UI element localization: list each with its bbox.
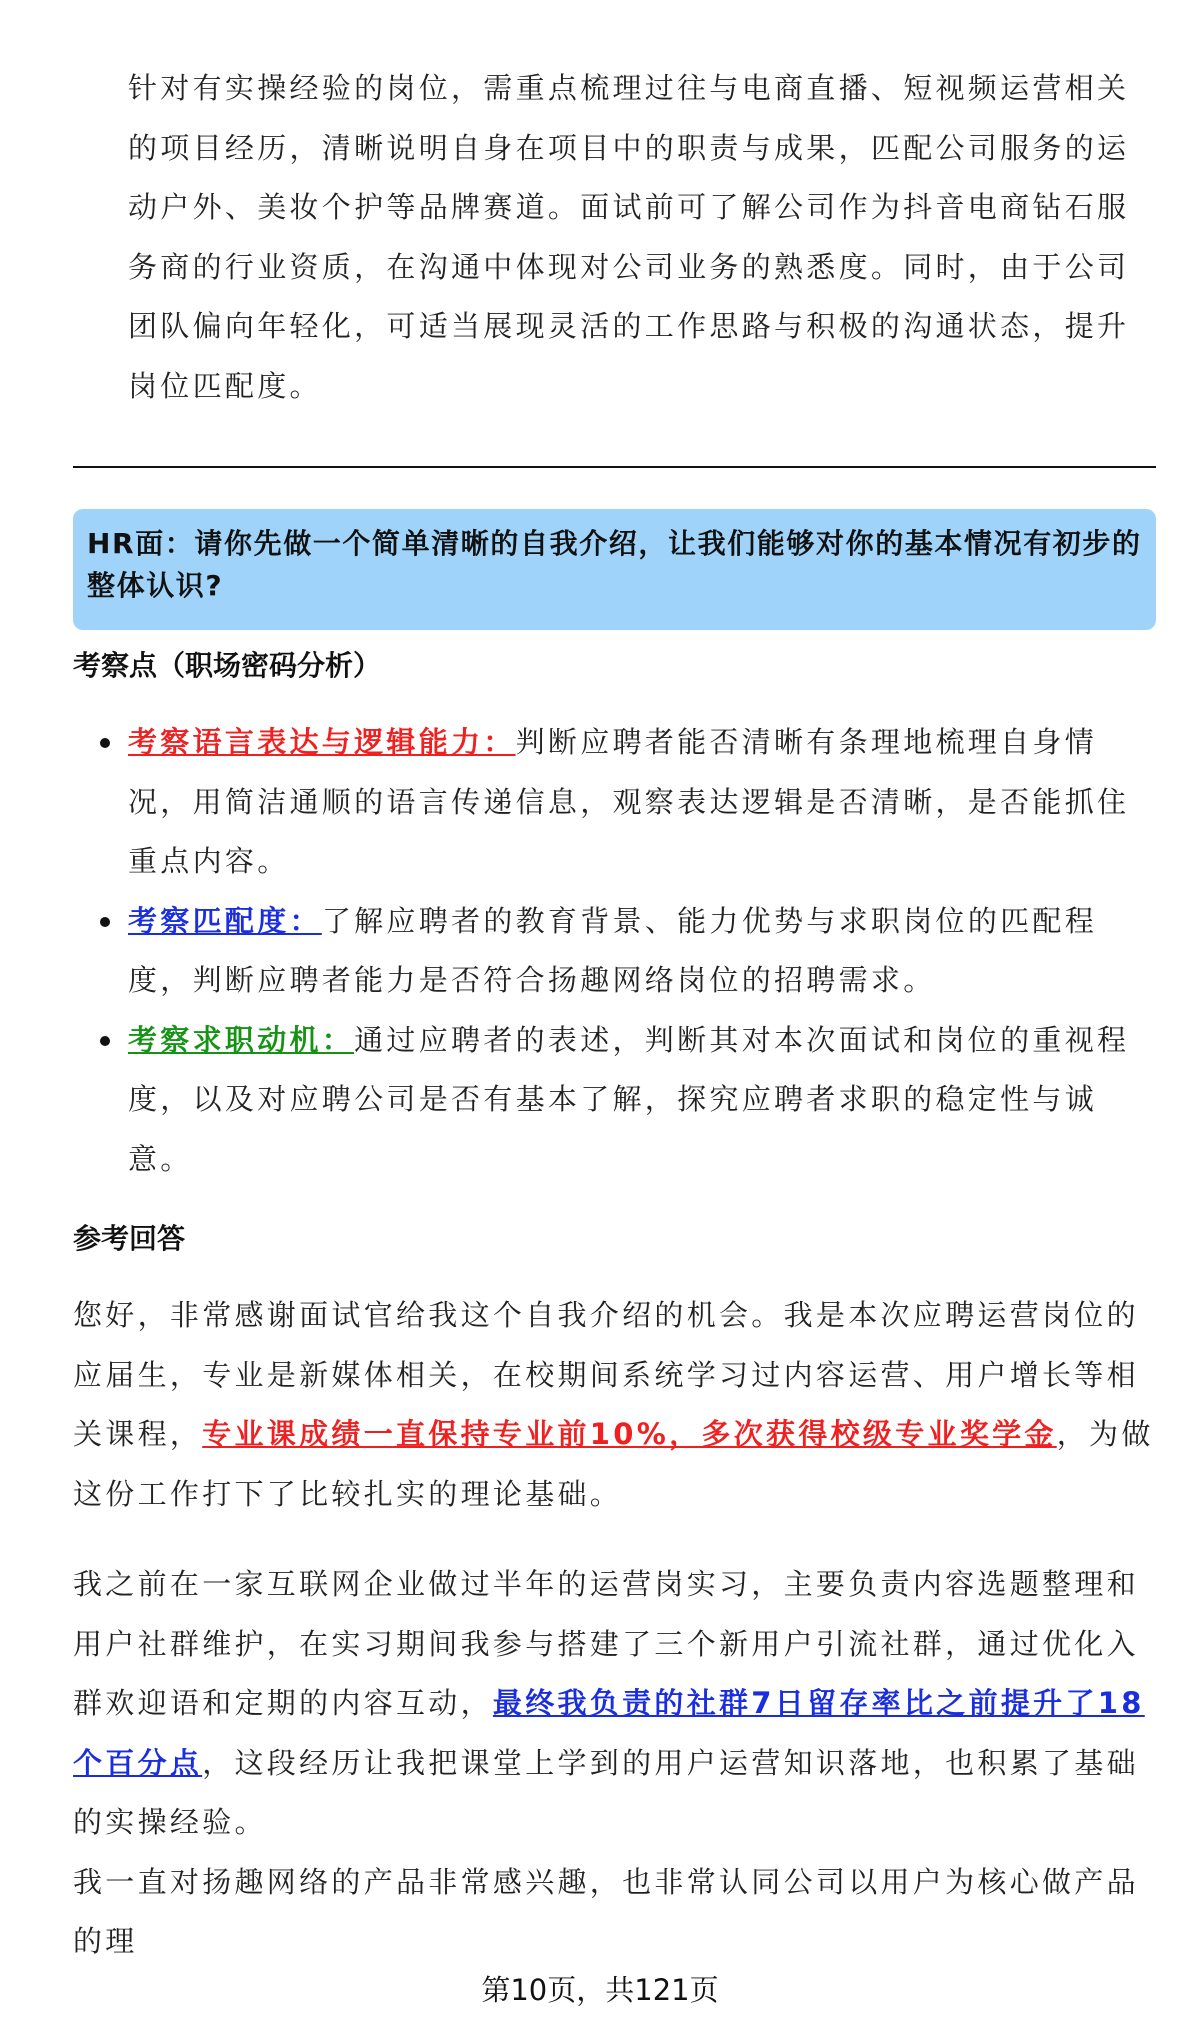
list-item — [128, 1011, 1156, 1190]
point-key: 考察语言表达与逻辑能力： — [128, 725, 516, 759]
point-text: 了解应聘者的教育背景、能力优势与求职岗位的匹配程度，判断应聘者能力是否符合扬趣网络岗位的招聘需求。 — [128, 903, 1098, 997]
answer-highlight: 专业课成绩一直保持专业前10%，多次获得校级专业奖学金 — [202, 1417, 1057, 1451]
page-number: 第10页，共121页 — [481, 1972, 719, 2007]
answer-paragraph-3: 我一直对扬趣网络的产品非常感兴趣，也非常认同公司以用户为核心做产品的理 — [73, 1864, 1139, 1958]
divider — [73, 466, 1156, 468]
point-text: 判断应聘者能否清晰有条理地梳理自身情况，用简洁通顺的语言传递信息，观察表达逻辑是否清晰，是否能抓住重点内容。 — [128, 725, 1130, 878]
answer-text: 您好，非常感谢面试官给我这个自我介绍的机会。我是本次应聘运营岗位的应届生，专业是新媒体相关，在校期间系统学习过内容运营、用户增长等相关课程， — [73, 1298, 1139, 1451]
list-item — [128, 892, 1156, 1011]
answer-paragraph-1 — [73, 1286, 1163, 1524]
question-text: HR面：请你先做一个简单清晰的自我介绍，让我们能够对你的基本情况有初步的整体认识? — [87, 527, 1142, 602]
answer-heading: 参考回答 — [73, 1222, 186, 1255]
question-box — [73, 509, 1156, 630]
point-text: 通过应聘者的表述，判断其对本次面试和岗位的重视程度，以及对应聘公司是否有基本了解，探究应聘者求职的稳定性与诚意。 — [128, 1022, 1130, 1176]
point-key: 考察求职动机： — [128, 1022, 355, 1057]
point-key: 考察匹配度： — [128, 903, 322, 938]
answer-text: 我之前在一家互联网企业做过半年的运营岗实习，主要负责内容选题整理和用户社群维护，在实习期间我参与搭建了三个新用户引流社群，通过优化入群欢迎语和定期的内容互动， — [73, 1567, 1139, 1720]
answer-highlight: 最终我负责的社群7日留存率比之前提升了18个百分点 — [73, 1686, 1145, 1780]
answer-paragraph-2 — [73, 1555, 1163, 1853]
answer-text: ，为做这份工作打下了比较扎实的理论基础。 — [73, 1417, 1154, 1511]
answer-text: ，这段经历让我把课堂上学到的用户运营知识落地，也积累了基础的实操经验。 — [73, 1745, 1139, 1839]
analysis-heading: 考察点（职场密码分析） — [73, 649, 382, 682]
intro-paragraph: 针对有实操经验的岗位，需重点梳理过往与电商直播、短视频运营相关的项目经历，清晰说明自身在项目中的职责与成果，匹配公司服务的运动户外、美妆个护等品牌赛道。面试前可了解公司作为抖音电商钻石服务商的行业资质，在沟通中体现对公司业务的熟悉度。同时，由于公司团队偏向年轻化，可适当展现灵活的工作思路与积极的沟通状态，提升岗位匹配度。 — [128, 71, 1130, 403]
analysis-list — [128, 713, 1156, 1189]
list-item — [128, 713, 1156, 892]
